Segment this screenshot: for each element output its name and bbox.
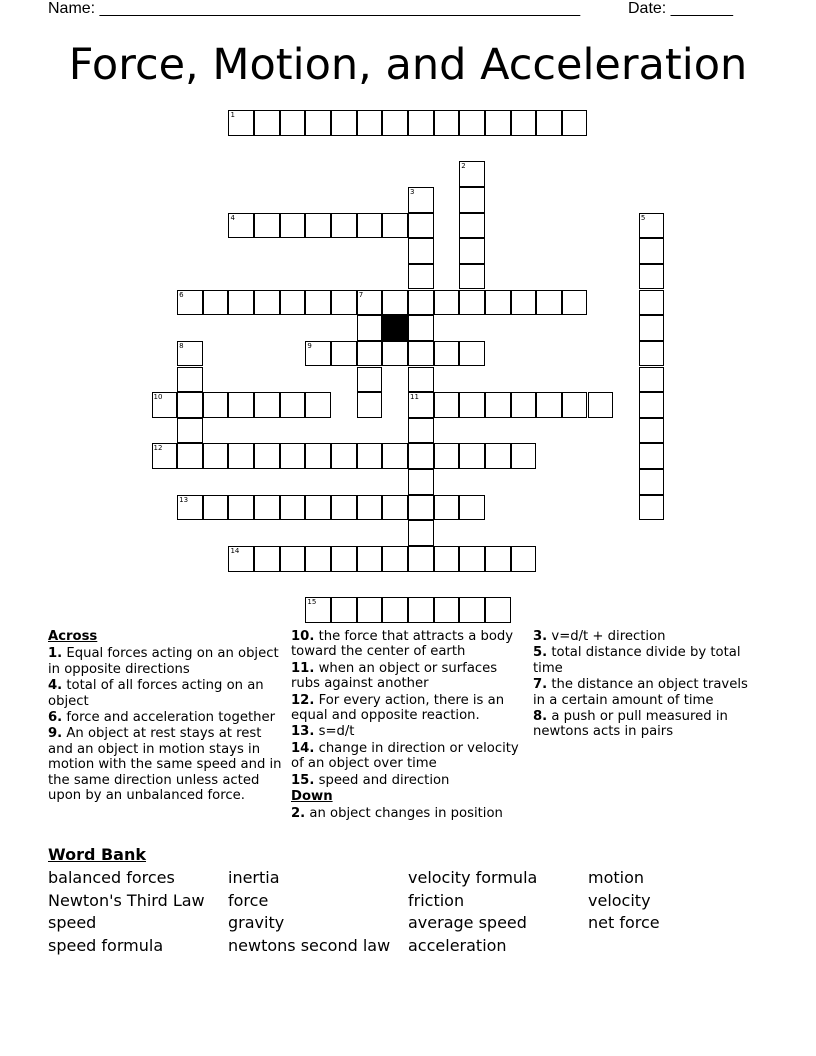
crossword-cell[interactable] [562,392,588,418]
crossword-cell[interactable] [228,392,254,418]
crossword-cell[interactable] [434,392,460,418]
clue-number-label: 6. [48,710,63,726]
clue-number-label: 8. [533,709,548,725]
word-bank-item: speed [48,913,97,933]
crossword-cell[interactable] [357,443,383,469]
crossword-cell[interactable] [459,495,485,521]
word-bank-item: Newton's Third Law [48,890,205,910]
crossword-cell[interactable] [280,392,306,418]
crossword-cell[interactable] [536,290,562,316]
clue-down-8 [533,709,763,740]
clue-text: speed and direction [318,772,450,788]
crossword-cell[interactable] [305,290,331,316]
crossword-cell[interactable] [536,110,562,136]
crossword-cell[interactable] [177,392,203,418]
crossword-cell[interactable] [408,290,434,316]
word-bank-item: inertia [228,868,280,887]
crossword-cell[interactable] [305,546,331,572]
crossword-cell[interactable] [639,290,665,316]
crossword-cell[interactable] [485,110,511,136]
crossword-cell[interactable] [152,392,178,418]
clue-number-label: 11. [291,660,315,676]
clue-number: 14 [230,547,240,556]
clue-number-label: 7. [533,677,548,693]
clue-down-2 [291,806,527,821]
crossword-cell[interactable] [408,213,434,239]
clue-text: an object changes in position [309,806,503,822]
crossword-cell[interactable] [357,110,383,136]
clue-number-label: 2. [291,806,306,822]
crossword-cell[interactable] [434,495,460,521]
crossword-cell[interactable] [305,392,331,418]
clue-text: An object at rest stays at rest and an object in motion stays in motion with the same speed and in the same direction unless acted upon by an unbalanced force. [48,726,282,804]
crossword-cell[interactable] [177,367,203,393]
word-bank-item: net force [588,913,660,933]
clue-text: the force that attracts a body toward the center of earth [291,629,514,660]
crossword-cell[interactable] [408,495,434,521]
crossword-cell[interactable] [254,546,280,572]
word-bank-item: friction [408,890,465,910]
crossword-cell[interactable] [408,110,434,136]
clue-number: 4 [230,213,235,222]
crossword-cell[interactable] [382,213,408,239]
crossword-cell[interactable] [459,264,485,290]
crossword-cell[interactable] [408,264,434,290]
crossword-cell[interactable] [459,213,485,239]
crossword-cell[interactable] [228,546,254,572]
crossword-cell[interactable] [331,495,357,521]
crossword-cell[interactable] [536,392,562,418]
crossword-cell[interactable] [639,495,665,521]
crossword-cell[interactable] [511,546,537,572]
crossword-cell[interactable] [434,443,460,469]
crossword-cell[interactable] [305,495,331,521]
clue-number-label: 10. [291,629,315,644]
clue-text: v=d/t + direction [551,629,666,644]
clue-number: 11 [410,393,419,402]
clue-column-2 [291,629,527,823]
crossword-cell[interactable] [382,443,408,469]
crossword-cell[interactable] [459,187,485,213]
crossword-cell[interactable] [485,290,511,316]
crossword-cell[interactable] [639,264,665,290]
crossword-cell[interactable] [459,392,485,418]
date-field: Date: _______ [628,0,733,17]
clue-number-label: 4. [48,678,63,694]
clue-across-6 [48,710,284,725]
crossword-cell[interactable] [459,341,485,367]
crossword-cell[interactable] [331,110,357,136]
word-bank-item: gravity [228,913,285,933]
crossword-cell[interactable] [331,443,357,469]
clue-number: 10 [153,393,163,402]
clue-number: 8 [179,341,184,350]
crossword-cell[interactable] [459,110,485,136]
crossword-cell[interactable] [280,290,306,316]
crossword-cell[interactable] [485,597,511,623]
clue-across-9 [48,726,284,803]
crossword-cell[interactable] [254,213,280,239]
crossword-cell[interactable] [382,546,408,572]
page-title: Force, Motion, and Acceleration [68,40,748,90]
clue-text: when an object or surfaces rubs against another [291,660,498,692]
crossword-cell[interactable] [408,238,434,264]
crossword-cell[interactable] [382,597,408,623]
clue-across-4 [48,678,284,709]
name-field: Name: ______________________________________________________ [48,0,581,17]
clue-number: 3 [410,187,415,196]
crossword-cell[interactable] [228,290,254,316]
clue-down-3 [533,629,763,644]
crossword-cell[interactable] [357,495,383,521]
crossword-cell[interactable] [305,213,331,239]
crossword-cell[interactable] [459,290,485,316]
crossword-cell[interactable] [280,213,306,239]
crossword-cell[interactable] [639,238,665,264]
crossword-cell[interactable] [228,213,254,239]
crossword-cell[interactable] [511,392,537,418]
clue-text: Equal forces acting on an object in opposite directions [48,646,279,677]
crossword-cell[interactable] [203,392,229,418]
crossword-cell[interactable] [639,315,665,341]
crossword-cell[interactable] [331,213,357,239]
clue-number-label: 5. [533,645,548,661]
clue-across-13 [291,724,527,739]
crossword-cell[interactable] [511,443,537,469]
crossword-cell[interactable] [408,520,434,546]
crossword-cell[interactable] [228,443,254,469]
clue-text: total distance divide by total time [533,645,741,676]
crossword-cell[interactable] [408,367,434,393]
clue-across-12 [291,693,527,724]
crossword-cell[interactable] [459,161,485,187]
crossword-cell[interactable] [254,392,280,418]
word-bank-item: balanced forces [48,868,175,887]
crossword-cell[interactable] [639,392,665,418]
clue-across-14 [291,741,527,772]
crossword-cell[interactable] [434,597,460,623]
crossword-cell[interactable] [588,392,614,418]
clue-number-label: 1. [48,646,63,662]
clue-column-1 [48,629,284,804]
word-bank-item: force [228,890,269,910]
crossword-cell[interactable] [562,290,588,316]
clue-across-10 [291,629,527,660]
crossword-cell[interactable] [511,290,537,316]
clue-number: 15 [307,598,317,607]
crossword-cell[interactable] [408,341,434,367]
clue-number: 6 [179,290,184,299]
crossword-cell[interactable] [382,495,408,521]
crossword-cell[interactable] [228,110,254,136]
crossword-cell[interactable] [203,495,229,521]
clue-number: 1 [230,111,235,119]
clue-number: 12 [153,444,163,453]
crossword-cell[interactable] [305,443,331,469]
crossword-cell[interactable] [459,546,485,572]
crossword-cell[interactable] [254,495,280,521]
across-heading: Across [48,629,98,644]
clue-number: 7 [358,290,364,299]
clue-across-11 [291,661,527,692]
crossword-cell[interactable] [639,418,665,444]
clue-number: 5 [640,213,646,222]
crossword-cell[interactable] [459,597,485,623]
crossword-cell[interactable] [382,110,408,136]
word-bank-item: average speed [408,913,527,933]
crossword-cell[interactable] [177,290,203,316]
word-bank-item: velocity formula [408,868,538,887]
crossword-cell[interactable] [639,213,665,239]
crossword-cell[interactable] [408,315,434,341]
crossword-cell[interactable] [485,392,511,418]
crossword-cell[interactable] [152,443,178,469]
crossword-cell[interactable] [203,443,229,469]
crossword-cell[interactable] [434,290,460,316]
clue-number: 13 [179,495,189,504]
crossword-cell[interactable] [408,546,434,572]
clue-number-label: 3. [533,629,548,644]
crossword-cell[interactable] [331,341,357,367]
clue-across-15 [291,773,527,788]
crossword-cell[interactable] [357,315,383,341]
clue-number-label: 15. [291,772,315,788]
clue-text: s=d/t [318,724,355,740]
crossword-cell[interactable] [511,110,537,136]
crossword-cell[interactable] [408,469,434,495]
clue-down-7 [533,677,763,708]
crossword-cell[interactable] [254,110,280,136]
crossword-cell[interactable] [639,341,665,367]
crossword-cell[interactable] [357,392,383,418]
clue-number-label: 14. [291,740,315,756]
crossword-cell[interactable] [434,110,460,136]
crossword-cell[interactable] [177,495,203,521]
clue-text: the distance an object travels in a certain amount of time [533,677,748,708]
crossword-cell[interactable] [485,546,511,572]
clue-text: a push or pull measured in newtons acts in pairs [533,709,728,740]
word-bank-title: Word Bank [48,845,147,864]
crossword-cell[interactable] [562,110,588,136]
crossword-cell[interactable] [459,238,485,264]
clue-text: force and acceleration together [66,710,276,726]
clue-number-label: 13. [291,724,315,740]
crossword-cell[interactable] [434,341,460,367]
crossword-cell[interactable] [357,367,383,393]
crossword-cell[interactable] [408,392,434,418]
crossword-cell[interactable] [434,546,460,572]
crossword-cell[interactable] [177,341,203,367]
crossword-cell[interactable] [357,290,383,316]
crossword-cell[interactable] [357,546,383,572]
crossword-cell[interactable] [408,597,434,623]
clue-text: total of all forces acting on an object [48,678,264,709]
clue-number: 9 [307,341,312,350]
crossword-cell[interactable] [331,290,357,316]
word-bank-item: speed formula [48,935,164,955]
crossword-cell[interactable] [331,546,357,572]
crossword-cell[interactable] [177,418,203,444]
word-bank-item: motion [588,868,645,887]
clue-number: 2 [461,162,466,171]
clue-down-5 [533,645,763,676]
crossword-cell[interactable] [177,443,203,469]
crossword-cell[interactable] [305,341,331,367]
crossword-cell[interactable] [203,290,229,316]
crossword-cell[interactable] [254,443,280,469]
crossword-cell[interactable] [280,495,306,521]
crossword-cell[interactable] [639,367,665,393]
crossword-cell[interactable] [305,110,331,136]
word-bank-item: velocity [588,890,651,910]
crossword-cell[interactable] [331,597,357,623]
crossword-cell[interactable] [639,443,665,469]
crossword-cell[interactable] [639,469,665,495]
crossword-cell[interactable] [408,443,434,469]
down-heading: Down [291,789,333,805]
clue-text: change in direction or velocity of an object over time [291,740,519,772]
word-bank-item: newtons second law [228,935,391,955]
crossword-cell[interactable] [280,110,306,136]
crossword-cell[interactable] [408,418,434,444]
crossword-cell[interactable] [408,187,434,213]
crossword-cell[interactable] [485,443,511,469]
crossword-cell[interactable] [459,443,485,469]
crossword-cell[interactable] [382,290,408,316]
crossword-cell[interactable] [357,341,383,367]
crossword-cell[interactable] [305,597,331,623]
crossword-cell[interactable] [357,597,383,623]
clue-number-label: 9. [48,726,63,742]
clue-column-3 [533,629,763,741]
clue-text: For every action, there is an equal and opposite reaction. [291,692,505,724]
clue-across-1 [48,646,284,677]
crossword-cell[interactable] [357,213,383,239]
crossword-black-cell [382,315,408,341]
crossword-cell[interactable] [280,546,306,572]
crossword-cell[interactable] [382,341,408,367]
crossword-cell[interactable] [254,290,280,316]
word-bank-item: acceleration [408,935,507,955]
crossword-cell[interactable] [280,443,306,469]
clue-number-label: 12. [291,692,315,708]
crossword-cell[interactable] [228,495,254,521]
